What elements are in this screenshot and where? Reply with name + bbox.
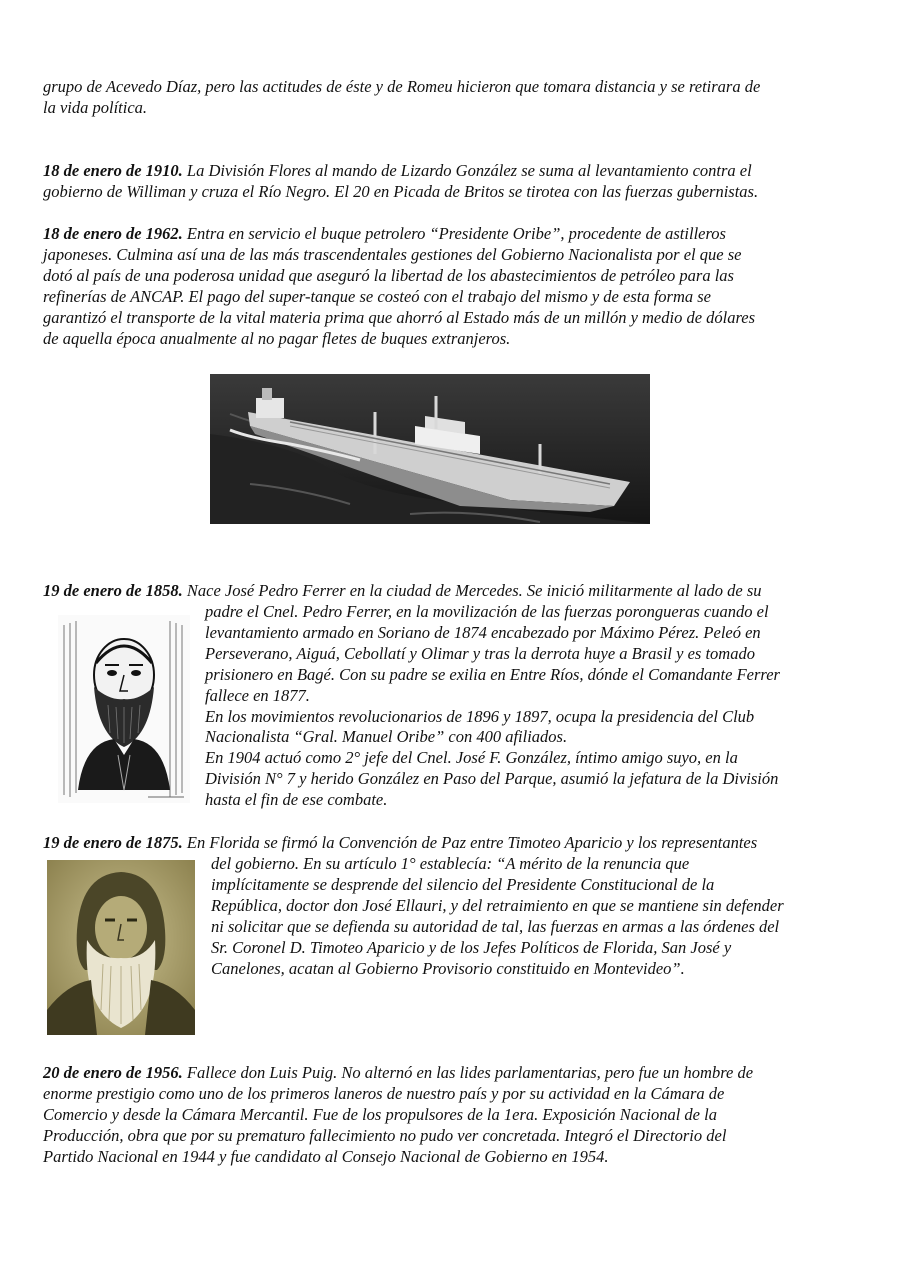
text-line: levantamiento armado en Soriano de 1874 encabezado por Máximo Pérez. Peleó en [205,622,761,642]
text-line: En Florida se firmó la Convención de Paz entre Timoteo Aparicio y los representantes [182,833,758,852]
text-line: Entra en servicio el buque petrolero “Presidente Oribe”, procedente de astilleros [182,224,726,243]
text-line: japoneses. Culmina así una de las más trascendentales gestiones del Gobierno Nacionalista por el que se [43,244,742,264]
text-line: prisionero en Bagé. Con su padre se exilia en Entre Ríos, dónde el Comandante Ferrer [205,664,780,684]
text-line: implícitamente se desprende del silencio del Presidente Constitucional de la [211,874,715,894]
entry-1875 [43,833,757,854]
entry-date: 19 de enero de 1858. [43,581,183,600]
tanker-ship-photo [210,374,650,524]
intro-paragraph [43,77,760,119]
text-line: la vida política. [43,97,148,117]
entry-1875-body [211,854,784,979]
portrait-aparicio-photo [47,860,195,1035]
text-line: padre el Cnel. Pedro Ferrer, en la movilización de las fuerzas porongueras cuando el [205,602,769,621]
text-line: Sr. Coronel D. Timoteo Aparicio y de los Jefes Políticos de Florida, San José y [211,937,732,957]
entry-date: 19 de enero de 1875. [43,833,183,852]
text-line: En 1904 actuó como 2° jefe del Cnel. José F. González, íntimo amigo suyo, en la [205,748,738,768]
text-line: ni solicitar que se defienda su autoridad de tal, las fuerzas en armas a las órdenes del [211,916,780,936]
text-line: grupo de Acevedo Díaz, pero las actitudes de éste y de Romeu hicieron que tomara distancia y se retirara de [43,77,761,96]
text-line: gobierno de Williman y cruza el Río Negro. El 20 en Picada de Britos se tirotea con las fuerzas gubernistas. [43,181,759,201]
text-line: En los movimientos revolucionarios de 1896 y 1897, ocupa la presidencia del Club [205,706,755,726]
text-line: enorme prestigio como uno de los primeros laneros de nuestro país y por su actividad en la Cámara de [43,1083,725,1103]
text-line: Comercio y desde la Cámara Mercantil. Fue de los propulsores de la 1era. Exposición Nacional de la [43,1104,717,1124]
text-line: República, doctor don José Ellauri, y del retraimiento en que se mantiene sin defender [211,895,784,915]
text-line: de aquella época anualmente al no pagar fletes de buques extranjeros. [43,328,511,348]
text-line: División N° 7 y herido González en Paso del Parque, asumió la jefatura de la División [205,769,779,789]
text-line: Fallece don Luis Puig. No alternó en las lides parlamentarias, pero fue un hombre de [182,1063,754,1082]
text-line: Canelones, acatan al Gobierno Provisorio constituido en Montevideo”. [211,958,685,978]
entry-1962 [43,224,755,349]
text-line: hasta el fin de ese combate. [205,790,388,810]
entry-1910 [43,161,758,203]
entry-date: 20 de enero de 1956. [43,1063,183,1082]
entry-1858 [43,581,762,602]
text-line: del gobierno. En su artículo 1° establecía: “A mérito de la renuncia que [211,854,690,873]
text-line: Perseverano, Aiguá, Cebollatí y Olimar y tras la derrota huye a Brasil y es tomado [205,643,755,663]
entry-1956 [43,1063,753,1168]
entry-date: 18 de enero de 1962. [43,224,183,243]
entry-1858-body [205,602,780,811]
text-line: Nacionalista “Gral. Manuel Oribe” con 400 afiliados. [205,727,568,747]
entry-date: 18 de enero de 1910. [43,161,183,180]
text-line: refinerías de ANCAP. El pago del super-tanque se costeó con el trabajo del mismo y de esta forma se [43,286,711,306]
text-line: Producción, obra que por su prematuro fallecimiento no pudo ver concretada. Integró el Directorio del [43,1125,727,1145]
text-line: dotó al país de una poderosa unidad que aseguró la libertad de los abastecimientos de petróleo para las [43,265,734,285]
text-line: La División Flores al mando de Lizardo González se suma al levantamiento contra el [182,161,752,180]
text-line: fallece en 1877. [205,685,310,705]
text-line: Nace José Pedro Ferrer en la ciudad de Mercedes. Se inició militarmente al lado de su [182,581,762,600]
text-line: Partido Nacional en 1944 y fue candidato al Consejo Nacional de Gobierno en 1954. [43,1146,609,1166]
text-line: garantizó el transporte de la vital materia prima que ahorró al Estado más de un millón y medio de dólares [43,307,756,327]
portrait-ferrer-drawing [58,615,190,803]
